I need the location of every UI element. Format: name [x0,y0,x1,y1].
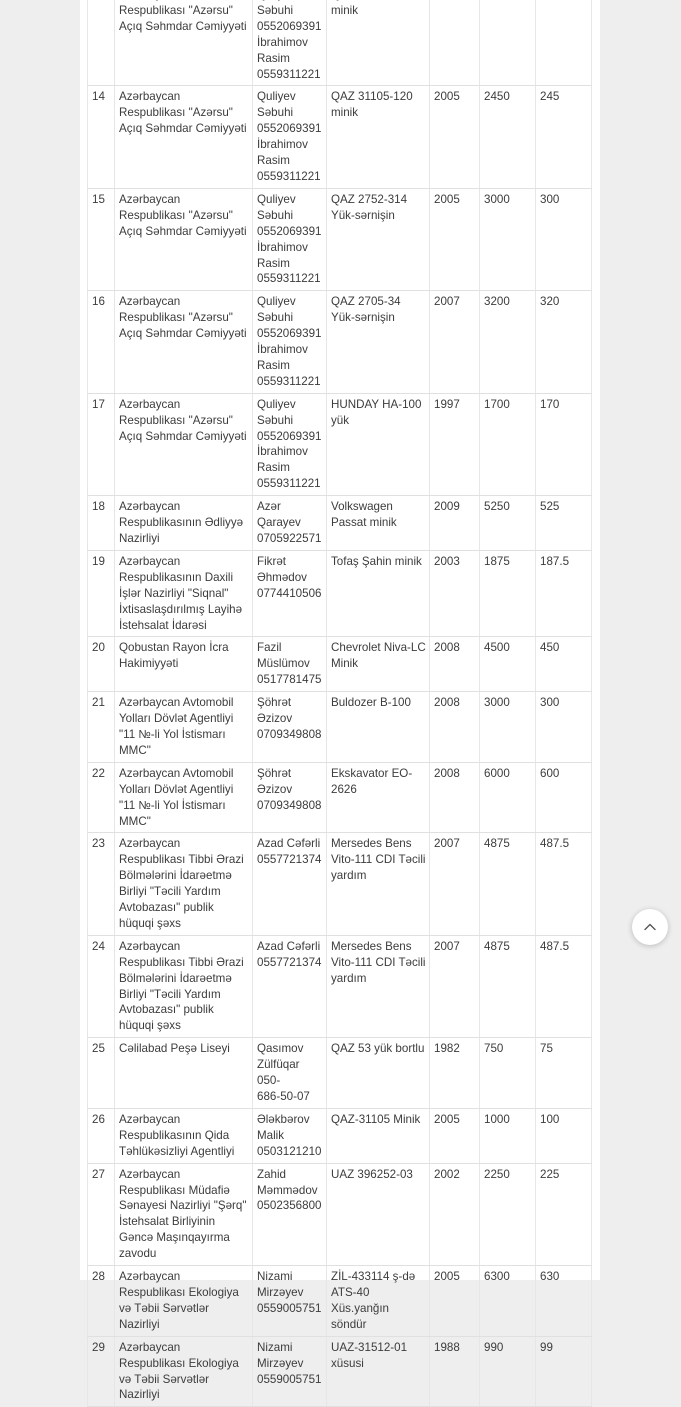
year-cell: 2005 [430,1266,480,1337]
contact-person-cell [253,1038,327,1109]
value-cell: 300 [536,692,592,763]
contact-line: 0709349808 [257,727,322,741]
value-cell: 630 [536,1266,592,1337]
value-cell: 487.5 [536,935,592,1037]
contact-person-cell [253,188,327,290]
value-cell: 3000 [480,692,536,763]
organization-cell: Qobustan Rayon İcra Hakimiyyəti [115,637,253,692]
contact-line: İbrahimov [257,35,308,49]
contact-person-cell [253,1163,327,1265]
value-cell: 100 [536,1108,592,1163]
table-row [88,0,592,86]
contact-line: Səbuhi [257,3,294,17]
contact-line: Rasim [257,154,290,168]
contact-person-cell [253,291,327,393]
row-number: 22 [88,762,115,833]
table-row [88,1163,592,1265]
contact-line: 0552069391 [257,327,322,341]
contact-line: İbrahimov [257,445,308,459]
row-number: 17 [88,393,115,495]
contact-line: Quliyev [257,397,296,411]
organization-cell: Azərbaycan Respublikası Tibbi Ərazi Bölmələrini İdarəetmə Birliyi "Təcili Yardım Avtobazası" publik hüquqi şəxs [115,833,253,935]
contact-person-cell [253,1266,327,1337]
contact-line: 0559311221 [257,477,321,491]
table-row [88,833,592,935]
contact-person-cell [253,393,327,495]
vehicle-cell: QAZ 2705-34 Yük-sərnişin [327,291,430,393]
contact-line: 0774410506 [257,586,322,600]
contact-person-cell [253,833,327,935]
organization-cell: Azərbaycan Respublikası "Azərsu" Açıq Səhmdar Cəmiyyəti [115,291,253,393]
contact-line: Quliyev [257,192,296,206]
chevron-up-icon [643,920,657,934]
contact-line: 686-50-07 [257,1090,310,1103]
organization-cell: Azərbaycan Respublikası Ekologiya və Təbii Sərvətlər Nazirliyi [115,1266,253,1337]
vehicle-cell: Volkswagen Passat minik [327,496,430,551]
vehicle-cell: QAZ 2752-314 Yük-sərnişin [327,188,430,290]
year-cell: 2008 [430,692,480,763]
organization-cell: Respublikası "Azərsu" Açıq Səhmdar Cəmiyyəti [115,0,253,86]
year-cell: 2007 [430,833,480,935]
contact-line: Səbuhi [257,106,294,120]
contact-line: Nizami [257,1340,293,1354]
contact-line: 0705922571 [257,532,322,545]
value-cell: 2450 [480,86,536,188]
table-row [88,291,592,393]
contact-line: Səbuhi [257,311,294,325]
row-number: 16 [88,291,115,393]
table-row [88,496,592,551]
contact-line: Fikrət [257,554,286,568]
organization-cell: Azərbaycan Respublikasının Daxili İşlər Nazirliyi "Siqnal" İxtisaslaşdırılmış Layihə İstehsalat İdarəsi [115,550,253,637]
row-number [88,0,115,86]
contact-line: Fazil [257,641,282,655]
table-row [88,692,592,763]
value-cell: 450 [536,637,592,692]
contact-person-cell [253,1108,327,1163]
row-number: 28 [88,1266,115,1337]
document-page [80,0,600,1402]
vehicle-cell: HUNDAY HA-100 yük [327,393,430,495]
organization-cell: Azərbaycan Respublikası Ekologiya və Təbii Sərvətlər Nazirliyi [115,1336,253,1407]
contact-line: 0557721374 [257,955,322,969]
value-cell: 750 [480,1038,536,1109]
contact-person-cell [253,935,327,1037]
contact-person-cell [253,0,327,86]
contact-line: İbrahimov [257,138,308,152]
row-number: 14 [88,86,115,188]
vehicle-cell: QAZ-31105 Minik [327,1108,430,1163]
year-cell: 1982 [430,1038,480,1109]
value-cell: 1875 [480,550,536,637]
contact-line: 0503121210 [257,1144,322,1158]
vehicle-cell: Tofaş Şahin minik [327,550,430,637]
vehicle-cell: Buldozer B-100 [327,692,430,763]
contact-line: Rasim [257,358,290,372]
organization-cell: Azərbaycan Respublikası "Azərsu" Açıq Səhmdar Cəmiyyəti [115,393,253,495]
contact-line: 0559311221 [257,67,321,81]
vehicle-table [87,0,592,1407]
table-row [88,393,592,495]
contact-line: Şöhrət [257,696,292,710]
vehicle-cell: QAZ 31105-120 minik [327,86,430,188]
table-row [88,550,592,637]
value-cell: 2250 [480,1163,536,1265]
contact-line: 0557721374 [257,853,322,867]
contact-line: 0559311221 [257,169,321,183]
contact-line: Səbuhi [257,413,294,427]
vehicle-cell: minik [327,0,430,86]
row-number: 29 [88,1336,115,1407]
organization-cell: Azərbaycan Respublikası "Azərsu" Açıq Səhmdar Cəmiyyəti [115,188,253,290]
vehicle-cell: Mersedes Bens Vito-111 CDI Təcili yardım [327,833,430,935]
table-row [88,1336,592,1407]
contact-line: Rasim [257,461,290,475]
value-cell: 225 [536,1163,592,1265]
table-container [87,0,600,1407]
contact-person-cell [253,550,327,637]
year-cell: 2009 [430,496,480,551]
organization-cell: Azərbaycan Respublikasının Ədliyyə Nazirliyi [115,496,253,551]
value-cell: 6300 [480,1266,536,1337]
contact-line: 0552069391 [257,224,322,238]
year-cell: 2008 [430,637,480,692]
row-number: 25 [88,1038,115,1109]
value-cell: 170 [536,393,592,495]
table-row [88,1038,592,1109]
vehicle-cell: QAZ 53 yük bortlu [327,1038,430,1109]
organization-cell: Azərbaycan Respublikasının Qida Təhlükəsizliyi Agentliyi [115,1108,253,1163]
value-cell: 487.5 [536,833,592,935]
contact-line: 0709349808 [257,798,322,812]
table-row [88,935,592,1037]
value-cell: 1700 [480,393,536,495]
year-cell: 2008 [430,762,480,833]
contact-line: Əzizov [257,782,293,796]
contact-line: 0552069391 [257,429,322,443]
value-cell [480,0,536,86]
contact-line: Azad Cəfərli [257,939,321,953]
row-number: 21 [88,692,115,763]
table-row [88,637,592,692]
year-cell: 2007 [430,935,480,1037]
contact-line: Əhmədov [257,570,307,584]
contact-line: 0517781475 [257,673,322,687]
contact-line: Quliyev [257,90,296,104]
organization-cell: Azərbaycan Respublikası Müdafiə Sənayesi Nazirliyi "Şərq" İstehsalat Birliyinin Gəncə Maşınqayırma zavodu [115,1163,253,1265]
row-number: 24 [88,935,115,1037]
year-cell: 2005 [430,188,480,290]
contact-person-cell [253,1336,327,1407]
vehicle-cell: Ekskavator EO-2626 [327,762,430,833]
table-row [88,188,592,290]
value-cell: 4875 [480,935,536,1037]
contact-person-cell [253,637,327,692]
value-cell: 320 [536,291,592,393]
contact-line: Səbuhi [257,208,294,222]
value-cell: 3200 [480,291,536,393]
value-cell: 75 [536,1038,592,1109]
contact-line: 0559005751 [257,1372,322,1386]
contact-line: Rasim [257,51,290,65]
row-number: 19 [88,550,115,637]
contact-line: Zahid [257,1167,287,1181]
value-cell: 6000 [480,762,536,833]
year-cell: 1997 [430,393,480,495]
row-number: 15 [88,188,115,290]
scroll-to-top-button[interactable] [632,909,668,945]
year-cell [430,0,480,86]
contact-line: İbrahimov [257,240,308,254]
row-number: 20 [88,637,115,692]
contact-line: Şöhrət [257,766,292,780]
value-cell: 4875 [480,833,536,935]
organization-cell: Azərbaycan Respublikası "Azərsu" Açıq Səhmdar Cəmiyyəti [115,86,253,188]
contact-line: 0559311221 [257,374,321,388]
contact-line: Malik [257,1128,285,1142]
contact-line: Müslümov [257,657,310,671]
organization-cell: Azərbaycan Avtomobil Yolları Dövlət Agentliyi "11 №-li Yol İstismarı MMC" [115,692,253,763]
contact-line: Zülfüqar 050- [257,1058,300,1088]
contact-line: Mirzəyev [257,1285,304,1299]
organization-cell: Azərbaycan Respublikası Tibbi Ərazi Bölmələrini İdarəetmə Birliyi "Təcili Yardım Avtobazası" publik hüquqi şəxs [115,935,253,1037]
year-cell: 2005 [430,1108,480,1163]
contact-line: Ələkbərov [257,1112,310,1126]
row-number: 26 [88,1108,115,1163]
contact-line: 0552069391 [257,122,322,136]
contact-line: Qasımov [257,1042,304,1056]
row-number: 23 [88,833,115,935]
contact-line: Azad Cəfərli [257,837,321,851]
contact-line: Azər Qarayev [257,500,301,530]
contact-person-cell [253,692,327,763]
contact-person-cell [253,496,327,551]
contact-line: Quliyev [257,295,296,309]
table-row [88,1266,592,1337]
value-cell: 300 [536,188,592,290]
value-cell: 990 [480,1336,536,1407]
contact-person-cell [253,762,327,833]
value-cell: 5250 [480,496,536,551]
contact-line: Məmmədov [257,1183,318,1197]
contact-line: Nizami [257,1270,293,1284]
contact-line: 0559311221 [257,272,321,286]
table-row [88,1108,592,1163]
value-cell [536,0,592,86]
year-cell: 2002 [430,1163,480,1265]
contact-person-cell [253,86,327,188]
year-cell: 1988 [430,1336,480,1407]
value-cell: 3000 [480,188,536,290]
vehicle-cell: UAZ-31512-01 xüsusi [327,1336,430,1407]
contact-line: İbrahimov [257,343,308,357]
vehicle-cell: Mersedes Bens Vito-111 CDI Təcili yardım [327,935,430,1037]
contact-line: Mirzəyev [257,1356,304,1370]
contact-line: 0559005751 [257,1301,322,1315]
row-number: 18 [88,496,115,551]
contact-line: Əzizov [257,712,293,726]
contact-line: Rasim [257,256,290,270]
contact-line: 0552069391 [257,19,322,33]
vehicle-cell: UAZ 396252-03 [327,1163,430,1265]
table-row [88,86,592,188]
value-cell: 1000 [480,1108,536,1163]
contact-line: 0502356800 [257,1199,322,1213]
table-body [88,0,592,1407]
vehicle-cell: Chevrolet Niva-LC Minik [327,637,430,692]
value-cell: 600 [536,762,592,833]
value-cell: 245 [536,86,592,188]
table-row [88,762,592,833]
year-cell: 2003 [430,550,480,637]
vehicle-cell: ZİL-433114 ş-də ATS-40 Xüs.yanğın söndür [327,1266,430,1337]
organization-cell: Azərbaycan Avtomobil Yolları Dövlət Agentliyi "11 №-li Yol İstismarı MMC" [115,762,253,833]
year-cell: 2005 [430,86,480,188]
value-cell: 99 [536,1336,592,1407]
row-number: 27 [88,1163,115,1265]
organization-cell: Cəlilabad Peşə Liseyi [115,1038,253,1109]
value-cell: 187.5 [536,550,592,637]
value-cell: 4500 [480,637,536,692]
year-cell: 2007 [430,291,480,393]
value-cell: 525 [536,496,592,551]
